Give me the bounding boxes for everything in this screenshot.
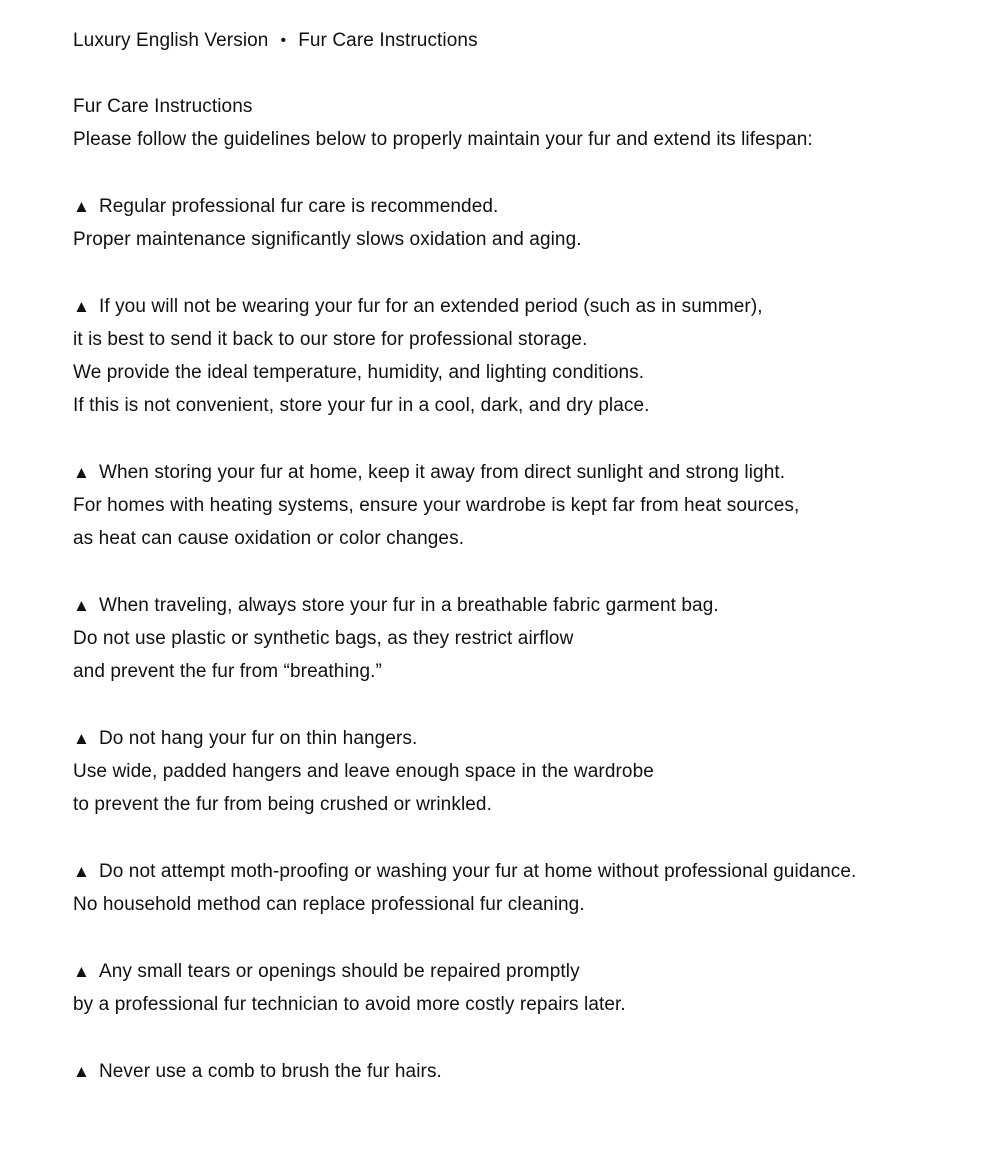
body-line: by a professional fur technician to avoid more costly repairs later.	[73, 994, 626, 1015]
body-line: If this is not convenient, store your fur in a cool, dark, and dry place.	[73, 395, 650, 416]
body-line: to prevent the fur from being crushed or wrinkled.	[73, 794, 492, 815]
body-line: and prevent the fur from “breathing.”	[73, 661, 382, 682]
body-line: Proper maintenance significantly slows oxidation and aging.	[73, 229, 582, 250]
bullet-line	[73, 855, 960, 888]
bullet-line-text: When traveling, always store your fur in a breathable fabric garment bag.	[98, 595, 719, 616]
bullet-line	[73, 290, 960, 323]
care-section-5	[73, 722, 960, 821]
page-title: Fur Care Instructions	[73, 96, 253, 117]
care-section-6	[73, 855, 960, 921]
care-section-3	[73, 456, 960, 555]
triangle-bullet-icon: ▲	[73, 729, 90, 748]
header-left-label: Luxury English Version	[73, 30, 269, 51]
triangle-bullet-icon: ▲	[73, 962, 90, 981]
body-line: as heat can cause oxidation or color changes.	[73, 528, 465, 549]
bullet-line	[73, 456, 960, 489]
body-line: Do not use plastic or synthetic bags, as they restrict airflow	[73, 628, 574, 649]
bullet-line	[73, 722, 960, 755]
triangle-bullet-icon: ▲	[73, 1062, 90, 1081]
dot-separator-icon: •	[280, 32, 287, 49]
care-section-2	[73, 290, 960, 422]
bullet-line-text: Do not attempt moth-proofing or washing your fur at home without professional guidance.	[98, 861, 857, 882]
bullet-line	[73, 955, 960, 988]
body-line: it is best to send it back to our store for professional storage.	[73, 329, 588, 350]
intro-text: Please follow the guidelines below to properly maintain your fur and extend its lifespan:	[73, 129, 813, 150]
bullet-line	[73, 1055, 960, 1088]
bullet-line-text: Any small tears or openings should be repaired promptly	[98, 961, 580, 982]
care-section-7	[73, 955, 960, 1021]
body-line: No household method can replace professional fur cleaning.	[73, 894, 585, 915]
header-right-label: Fur Care Instructions	[298, 30, 478, 51]
bullet-line-text: Never use a comb to brush the fur hairs.	[98, 1061, 442, 1082]
triangle-bullet-icon: ▲	[73, 463, 90, 482]
body-line: For homes with heating systems, ensure your wardrobe is kept far from heat sources,	[73, 495, 800, 516]
care-section-1	[73, 190, 960, 256]
care-section-4	[73, 589, 960, 688]
bullet-line	[73, 190, 960, 223]
bullet-line-text: Do not hang your fur on thin hangers.	[98, 728, 418, 749]
body-line: Use wide, padded hangers and leave enough space in the wardrobe	[73, 761, 654, 782]
triangle-bullet-icon: ▲	[73, 297, 90, 316]
bullet-line-text: Regular professional fur care is recommended.	[98, 196, 499, 217]
document-header	[73, 24, 960, 57]
bullet-line-text: When storing your fur at home, keep it away from direct sunlight and strong light.	[98, 462, 786, 483]
triangle-bullet-icon: ▲	[73, 197, 90, 216]
triangle-bullet-icon: ▲	[73, 862, 90, 881]
bullet-line	[73, 589, 960, 622]
triangle-bullet-icon: ▲	[73, 596, 90, 615]
intro-block	[73, 90, 960, 156]
bullet-line-text: If you will not be wearing your fur for an extended period (such as in summer),	[98, 296, 763, 317]
care-section-8	[73, 1055, 960, 1088]
body-line: We provide the ideal temperature, humidity, and lighting conditions.	[73, 362, 645, 383]
